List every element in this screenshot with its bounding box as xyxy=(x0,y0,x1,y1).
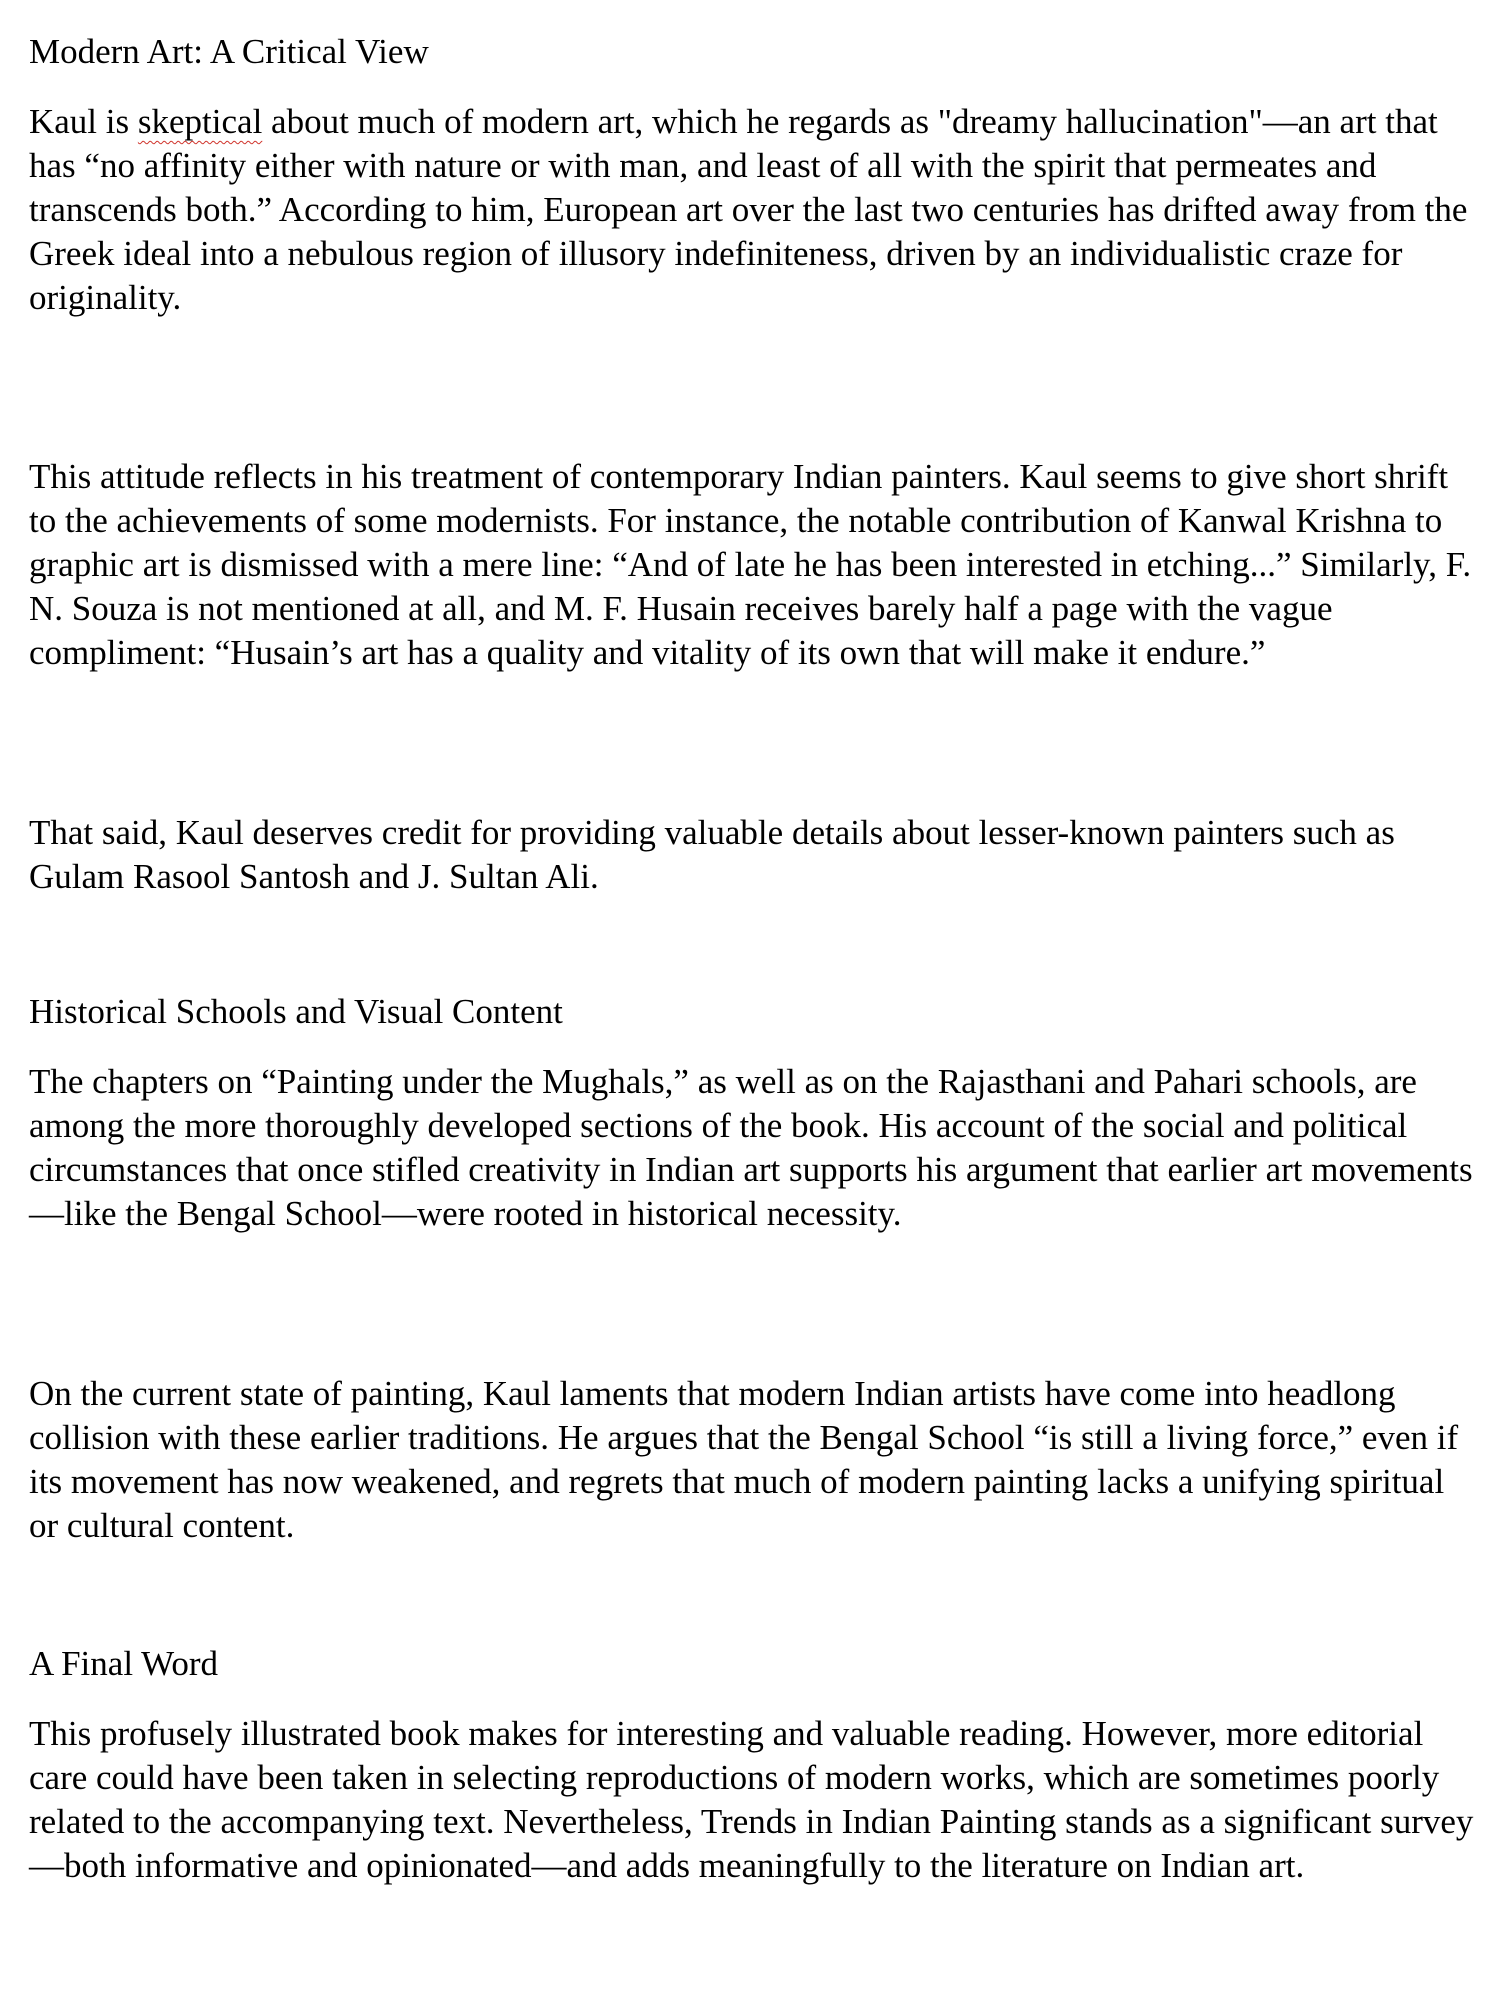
paragraph-contemporary-painters: This attitude reflects in his treatment of contemporary Indian painters. Kaul seems to give short shrift to the achievements of some modernists. For instance, the notable contribution of Kanwal Krishna to graphic art is dismissed with a mere line: “And of late he has been interested in etching...” Similarly, F. N. Souza is not mentioned at all, and M. F. Husain receives barely half a page with the vague compliment: “Husain’s art has a quality and vitality of its own that will make it endure.” xyxy=(29,457,1472,672)
section-heading-historical-schools: Historical Schools and Visual Content xyxy=(29,992,563,1031)
spellcheck-flagged-word[interactable]: skeptical xyxy=(137,102,263,141)
paragraph-text-rest: about much of modern art, which he regards as "dreamy hallucination"—an art that has “no affinity either with nature or with man, and least of all with the spirit that permeates and transcends both.” According to him, European art over the last two centuries has drifted away from the Greek ideal into a nebulous region of illusory indefiniteness, driven by an individualistic craze for originality. xyxy=(29,102,1468,317)
section-heading-final-word: A Final Word xyxy=(29,1644,219,1683)
paragraph-current-state: On the current state of painting, Kaul laments that modern Indian artists have come into headlong collision with these earlier traditions. He argues that the Bengal School “is still a living force,” even if its movement has now weakened, and regrets that much of modern painting lacks a unifying spiritual or cultural content. xyxy=(29,1374,1459,1545)
paragraph-lesser-known-painters: That said, Kaul deserves credit for providing valuable details about lesser-known painters such as Gulam Rasool Santosh and J. Sultan Ali. xyxy=(29,813,1395,896)
paragraph-final-assessment: This profusely illustrated book makes for interesting and valuable reading. However, more editorial care could have been taken in selecting reproductions of modern works, which are sometimes poorly related to the accompanying text. Nevertheless, Trends in Indian Painting stands as a significant survey—both informative and opinionated—and adds meaningfully to the literature on Indian art. xyxy=(29,1714,1474,1885)
section-heading-modern-art: Modern Art: A Critical View xyxy=(29,32,429,71)
paragraph-text-start: Kaul is xyxy=(29,102,138,141)
paragraph-mughal-chapters: The chapters on “Painting under the Mughals,” as well as on the Rajasthani and Pahari schools, are among the more thoroughly developed sections of the book. His account of the social and political circumstances that once stifled creativity in Indian art supports his argument that earlier art movements—like the Bengal School—were rooted in historical necessity. xyxy=(29,1062,1473,1233)
paragraph-modern-art-skepticism xyxy=(29,100,1479,320)
